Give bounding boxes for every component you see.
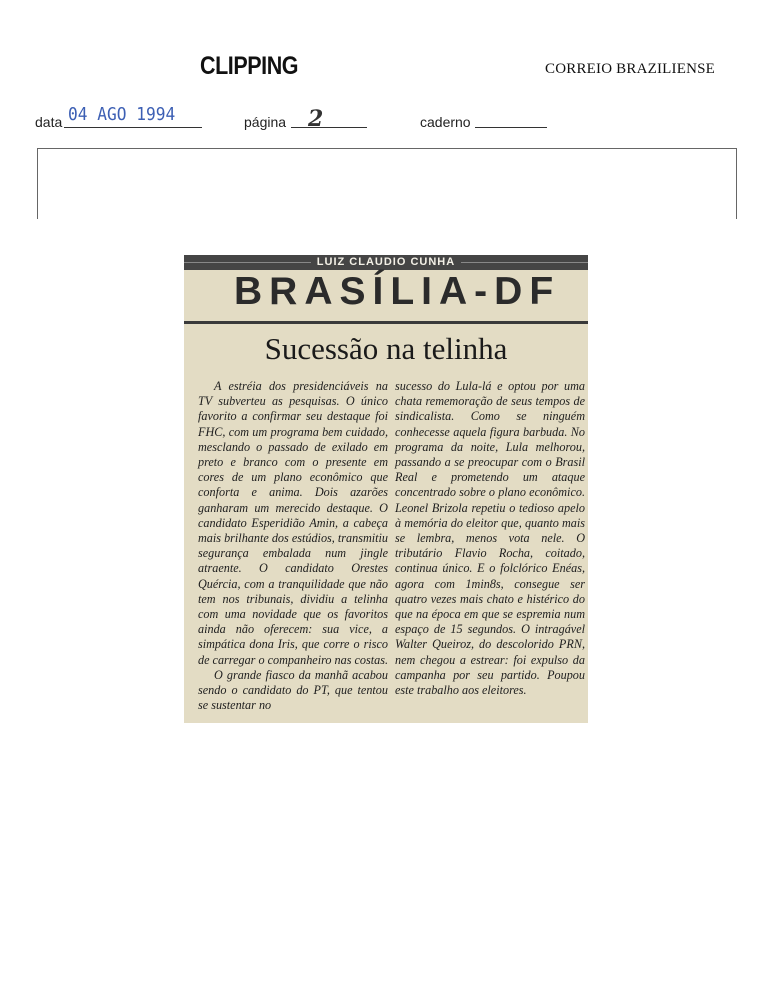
section-line [475, 127, 547, 128]
article-clipping [184, 255, 588, 723]
page-line [291, 127, 367, 128]
date-line [64, 127, 202, 128]
paragraph: sucesso do Lula-lá e optou por uma chata rememoração de seus tempos de sindicalista. Como se ninguém conhecesse aquela figura barbuda. No programa da noite, Lula melhorou, passando a se preocupar com o Brasil Real e prometendo um ataque concentrado sobre o plano econômico. Leonel Brizola repetiu o tedioso apelo à memória do eleitor que, quanto mais se lembra, menos vota nele. O tributário Flavio Rocha, coitado, continua único. E o folclórico Enéas, agora com 1min8s, consegue ser quatro vezes mais chato e histérico do que na época em que se espremia num espaço de 15 segundos. O intragável Walter Queiroz, do descolorido PRN, nem chegou a estrear: foi expulso da campanha por seu partido. Poupou este trabalho aos eleitores. [395, 379, 585, 698]
clipping-frame [37, 148, 737, 219]
title-rule [184, 321, 588, 324]
byline-bar [184, 255, 588, 270]
paragraph: O grande fiasco da manhã acabou sendo o candidato do PT, que tentou se sustentar no [198, 667, 388, 713]
date-stamp: 04 AGO 1994 [68, 104, 176, 125]
clipping-brand: CLIPPING [200, 52, 299, 80]
byline: LUIZ CLAUDIO CUNHA [311, 256, 461, 268]
headline: Sucessão na telinha [264, 331, 508, 366]
section-label: caderno [420, 114, 471, 130]
newspaper-name: CORREIO BRAZILIENSE [545, 61, 716, 77]
page-number: 2 [308, 106, 324, 132]
paragraph: A estréia dos presidenciáveis na TV subverteu as pesquisas. O único favorito a confirmar seu destaque foi FHC, com um programa bem cuidado, mesclando o passado de exilado em preto e branco com o presente em cores de um plano econômico que conforta e anima. Dois azarões ganharam um merecido destaque. O candidato Esperidião Amin, a cabeça mais brilhante dos estúdios, transmitiu segurança embalada num jingle atraente. O candidato Orestes Quércia, com a tranquilidade que não tem nos tribunais, dividiu a telinha com uma novidade que os favoritos ainda não oferecem: sua vice, a simpática dona Iris, que corre o risco de carregar o companheiro nas costas. [198, 379, 389, 667]
date-label: data [35, 114, 63, 130]
page-label: página [244, 114, 287, 130]
article-right-column [395, 379, 585, 698]
column-title: BRASÍLIA-DF [234, 270, 561, 313]
article-left-column [198, 379, 388, 713]
